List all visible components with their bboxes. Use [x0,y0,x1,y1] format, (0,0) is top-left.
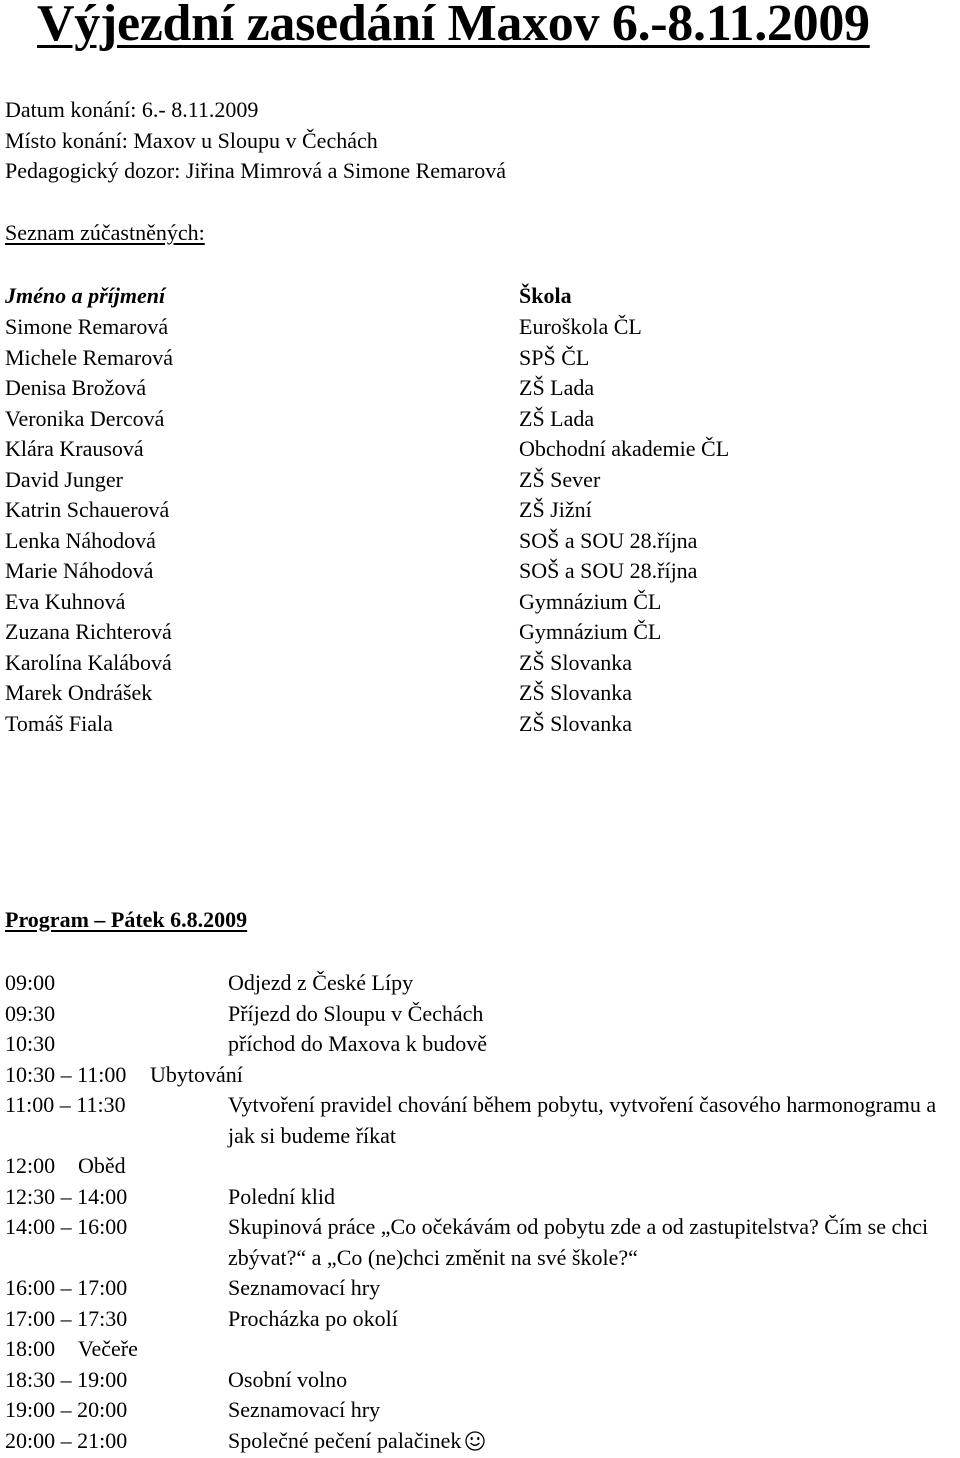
schedule-row [5,1029,960,1060]
participants-label: Seznam zúčastněných: [5,220,205,245]
schedule-row [5,1090,960,1151]
schedule-activity [228,1365,960,1396]
schedule-activity-text: Ubytování [150,1061,243,1087]
schedule-time: 09:30 [5,1000,56,1026]
schedule-activity-text: Příjezd do Sloupu v Čechách [228,1000,484,1026]
schedule-activity [78,1151,810,1182]
schedule-activity [228,1426,960,1457]
participant-name: Eva Kuhnová [5,588,126,614]
schedule-row [5,1151,960,1182]
participant-name: Simone Remarová [5,314,169,339]
participant-name: Karolína Kalábová [5,649,172,675]
schedule-time: 11:00 – 11:30 [5,1092,126,1117]
participant-school: Obchodní akademie ČL [519,436,730,461]
participant-name: Zuzana Richterová [5,619,172,644]
participant-school: SPŠ ČL [519,344,590,370]
participant-school: ZŠ Slovanka [519,680,633,705]
program-schedule [5,968,960,1456]
schedule-activity-text: Polední klid [228,1183,335,1209]
schedule-activity [228,1212,960,1273]
schedule-time: 12:30 – 14:00 [5,1183,128,1209]
schedule-activity [228,1182,960,1213]
participant-school: SOŠ a SOU 28.října [519,527,698,553]
schedule-activity [78,1334,810,1365]
schedule-activity [228,1395,960,1426]
schedule-row [5,1395,960,1426]
participant-school: ZŠ Lada [519,405,595,431]
participant-name: Denisa Brožová [5,375,147,400]
schedule-activity-text: příchod do Maxova k budově [228,1031,488,1056]
schedule-row [5,1273,960,1304]
schedule-activity [228,1029,960,1060]
schedule-time: 19:00 – 20:00 [5,1397,128,1422]
participant-name: Marie Náhodová [5,558,154,583]
schedule-activity-text: Společné pečení palačinek [228,1427,462,1453]
participant-school: ZŠ Slovanka [519,710,633,736]
program-title: Program – Pátek 6.8.2009 [5,907,248,932]
schedule-time: 09:00 [5,970,56,995]
participant-school: ZŠ Lada [519,375,595,400]
schedule-activity-text: Seznamovací hry [228,1397,381,1422]
document-title: Výjezdní zasedání Maxov 6.-8.11.2009 [37,0,870,52]
event-supervision: Pedagogický dozor: Jiřina Mimrová a Simone Remarová [5,158,506,183]
participant-school: ZŠ Sever [519,466,601,492]
participant-schools-list [519,312,729,739]
participant-name: Veronika Dercová [5,405,165,431]
schedule-activity [228,1090,960,1151]
participant-name: Michele Remarová [5,344,173,370]
schedule-row [5,968,960,999]
name-column-header: Jméno a příjmení [5,283,166,308]
schedule-activity-text: Skupinová práce „Co očekávám od pobytu zde a od zastupitelstva? Čím se chci zbývat?“ a „Co (ne)chci změnit na své škole?“ [228,1214,929,1270]
schedule-row [5,1182,960,1213]
schedule-row [5,1365,960,1396]
participant-name: Tomáš Fiala [5,710,113,736]
participant-school: ZŠ Slovanka [519,649,633,675]
schedule-activity [228,1304,960,1335]
participant-name: Klára Krausová [5,436,144,461]
schedule-activity-text: Oběd [78,1153,126,1178]
schedule-time: 10:30 [5,1031,56,1056]
schedule-activity-text: Osobní volno [228,1366,348,1392]
schedule-time: 10:30 – 11:00 [5,1061,127,1087]
participant-name: Lenka Náhodová [5,527,156,553]
schedule-row [5,1334,960,1365]
schedule-activity [150,1060,882,1091]
participant-school: Gymnázium ČL [519,619,662,644]
participant-school: Euroškola ČL [519,314,642,339]
schedule-activity [228,1273,960,1304]
schedule-time: 16:00 – 17:00 [5,1275,128,1300]
schedule-activity [228,968,960,999]
schedule-row [5,1060,960,1091]
schedule-activity-text: Odjezd z České Lípy [228,970,414,995]
participant-names-list [5,312,173,739]
schedule-activity-text: Procházka po okolí [228,1305,398,1331]
event-place: Místo konání: Maxov u Sloupu v Čechách [5,128,378,153]
schedule-time: 12:00 [5,1153,56,1178]
schedule-activity-text: Večeře [78,1336,138,1361]
participant-name: Marek Ondrášek [5,680,153,705]
smiley-icon [465,1431,485,1451]
schedule-time: 20:00 – 21:00 [5,1427,128,1453]
schedule-time: 17:00 – 17:30 [5,1305,128,1331]
schedule-row [5,1426,960,1457]
schedule-row [5,1304,960,1335]
schedule-row [5,999,960,1030]
schedule-time: 14:00 – 16:00 [5,1214,128,1239]
participant-school: SOŠ a SOU 28.října [519,558,698,583]
school-column-header: Škola [519,283,572,308]
participant-school: Gymnázium ČL [519,588,662,614]
schedule-row [5,1212,960,1273]
schedule-activity [228,999,960,1030]
participant-school: ZŠ Jižní [519,497,592,522]
schedule-activity-text: Vytvoření pravidel chování během pobytu, vytvoření časového harmonogramu a jak si budeme říkat [228,1092,937,1148]
participant-name: David Junger [5,466,123,492]
event-date: Datum konání: 6.- 8.11.2009 [5,97,259,122]
schedule-time: 18:00 [5,1336,56,1361]
participant-name: Katrin Schauerová [5,497,170,522]
schedule-activity-text: Seznamovací hry [228,1275,381,1300]
schedule-time: 18:30 – 19:00 [5,1366,128,1392]
